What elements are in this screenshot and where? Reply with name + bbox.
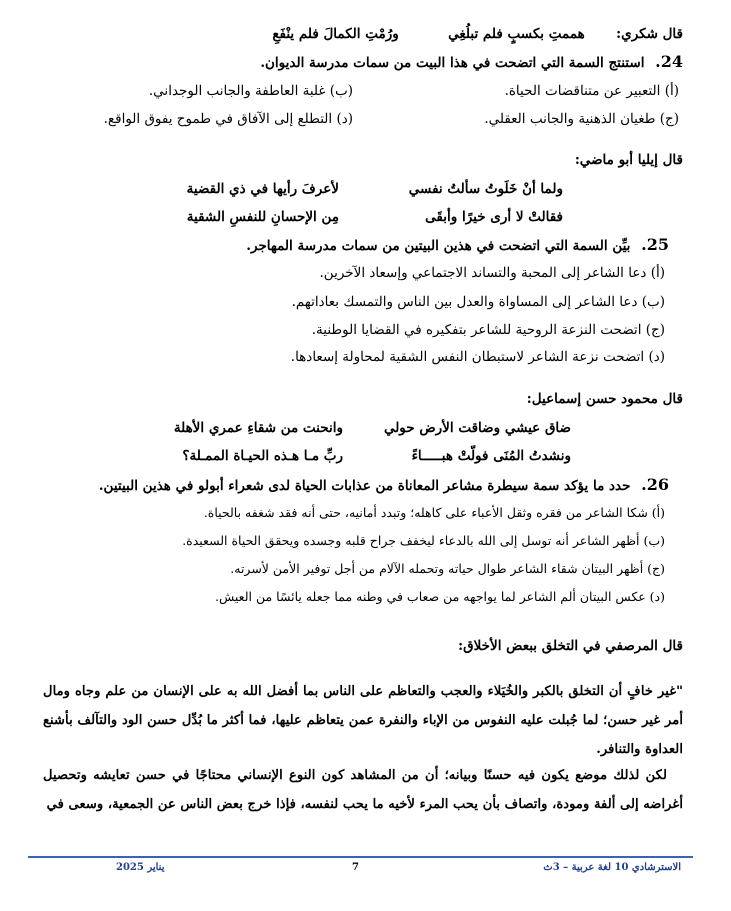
q26-verse2-b: ربِّ مـا هـذه الحيـاة الممـلة؟ xyxy=(182,448,343,464)
q24-question-text: استنتج السمة التي اتضحت في هذا البيت من سمات مدرسة الديوان. xyxy=(260,55,645,71)
q26-intro: قال محمود حسن إسماعيل: xyxy=(526,391,683,407)
q25-option-d: (د) اتضحت نزعة الشاعر لاستبطان النفس الشقية لمحاولة إسعادها. xyxy=(290,349,665,365)
q25-option-c: (ج) اتضحت النزعة الروحية للشاعر بتفكيره في القضايا الوطنية. xyxy=(311,322,665,338)
q24-question xyxy=(260,52,683,71)
q26-question-text: حدد ما يؤكد سمة سيطرة مشاعر المعاناة من عذابات الحياة لدى شعراء أبولو في هذين البيتين. xyxy=(98,478,631,494)
q26-verse1-b: وانحنت من شقاءِ عمري الأهلة xyxy=(173,420,343,436)
q25-question xyxy=(246,235,669,254)
q24-option-a: (أ) التعبير عن متناقضات الحياة. xyxy=(504,83,679,99)
q25-verse1-a: ولما أنْ خَلَوتُ سألتُ نفسي xyxy=(408,181,563,197)
q25-intro: قال إيليا أبو ماضي: xyxy=(574,152,683,168)
q25-option-a: (أ) دعا الشاعر إلى المحبة والتساند الاجتماعي وإسعاد الآخرين. xyxy=(319,265,665,281)
q24-verse-line xyxy=(272,26,683,42)
q25-verse2-a: فقالتْ لا أرى خيرًا وأبقَى xyxy=(425,209,563,225)
q24-option-c: (ج) طغيان الذهنية والجانب العقلي. xyxy=(484,111,679,127)
q25-question-text: بيِّن السمة التي اتضحت في هذين البيتين من سمات مدرسة المهاجر. xyxy=(246,238,631,254)
q24-intro: قال شكري: xyxy=(616,26,683,42)
q26-number: 26. xyxy=(641,475,669,494)
footer-date: يناير 2025 xyxy=(116,862,165,873)
q26-verse1-a: ضاق عيشي وضاقت الأرض حولي xyxy=(383,420,571,436)
q25-number: 25. xyxy=(641,235,669,254)
q24-number: 24. xyxy=(655,52,683,71)
passage-intro: قال المرصفي في التخلق ببعض الأخلاق: xyxy=(458,638,683,654)
q26-verse2-a: ونشدتُ المُنَى فولّتْ هبـــــاءً xyxy=(411,448,571,464)
q25-option-b: (ب) دعا الشاعر إلى المساواة والعدل بين الناس والتمسك بعاداتهم. xyxy=(291,294,665,310)
q26-option-c: (ج) أظهر البيتان شقاء الشاعر طوال حياته وتحمله الآلام من أجل توفير الأمن لأسرته. xyxy=(230,561,665,576)
passage-paragraph-2: لكن لذلك موضع يكون فيه حسنًا وبيانه؛ أن من المشاهد كون النوع الإنساني محتاجًا في حسن تعايشه وتحصيل أغراضه إلى ألفة ومودة، واتصاف بأن يحب المرء لأخيه ما يحب لنفسه، فإذا خرج بعض الناس عن الجمعية، وسعى في xyxy=(43,768,683,812)
q26-option-d: (د) عكس البيتان ألم الشاعر لما يواجهه من صعاب في وطنه مما جعله يائسًا من العيش. xyxy=(215,589,665,604)
q26-option-a: (أ) شكا الشاعر من فقره وثقل الأعباء على كاهله؛ وتبدد أمانيه، حتى أنه فقد شغفه بالحياة. xyxy=(203,505,665,520)
q25-verse2-b: مِن الإحسانِ للنفسِ الشقية xyxy=(186,209,339,225)
footer-page-number: 7 xyxy=(352,862,359,873)
q26-option-b: (ب) أظهر الشاعر أنه توسل إلى الله بالدعاء ليخفف جراح قلبه وجسده ويحقق الحياة السعيدة. xyxy=(182,533,665,548)
q24-verse-b: ورُمْتِ الكمالَ فلم ينْفَعِ xyxy=(272,26,399,42)
q24-option-b: (ب) غلبة العاطفة والجانب الوجداني. xyxy=(148,83,353,99)
passage-paragraph-1: "غير خافٍ أن التخلق بالكبر والخُيَلاء والعجب والتعاظم على الناس بما أفضل الله به على الإنسان من علم وجاه ومال أمر غير حسن؛ لما جُبلت عليه النفوس من الإباء والنفرة عمن يتعاظم عليها، فما أكثر ما بُدِّل حسن الود والتآلف بأشنع العداوة والتنافر. xyxy=(43,684,683,757)
q26-question xyxy=(99,475,669,494)
footer-title: الاسترشادي 10 لغة عربية – 3ث xyxy=(543,862,681,873)
q24-verse-a: هممتِ بكسبٍ فلم تبلُغِي xyxy=(448,26,585,42)
q25-verse1-b: لأعرفَ رأيها في ذي القضية xyxy=(186,181,339,197)
footer-rule xyxy=(28,856,693,858)
q24-option-d: (د) التطلع إلى الآفاق في طموح يفوق الواقع. xyxy=(103,111,353,127)
